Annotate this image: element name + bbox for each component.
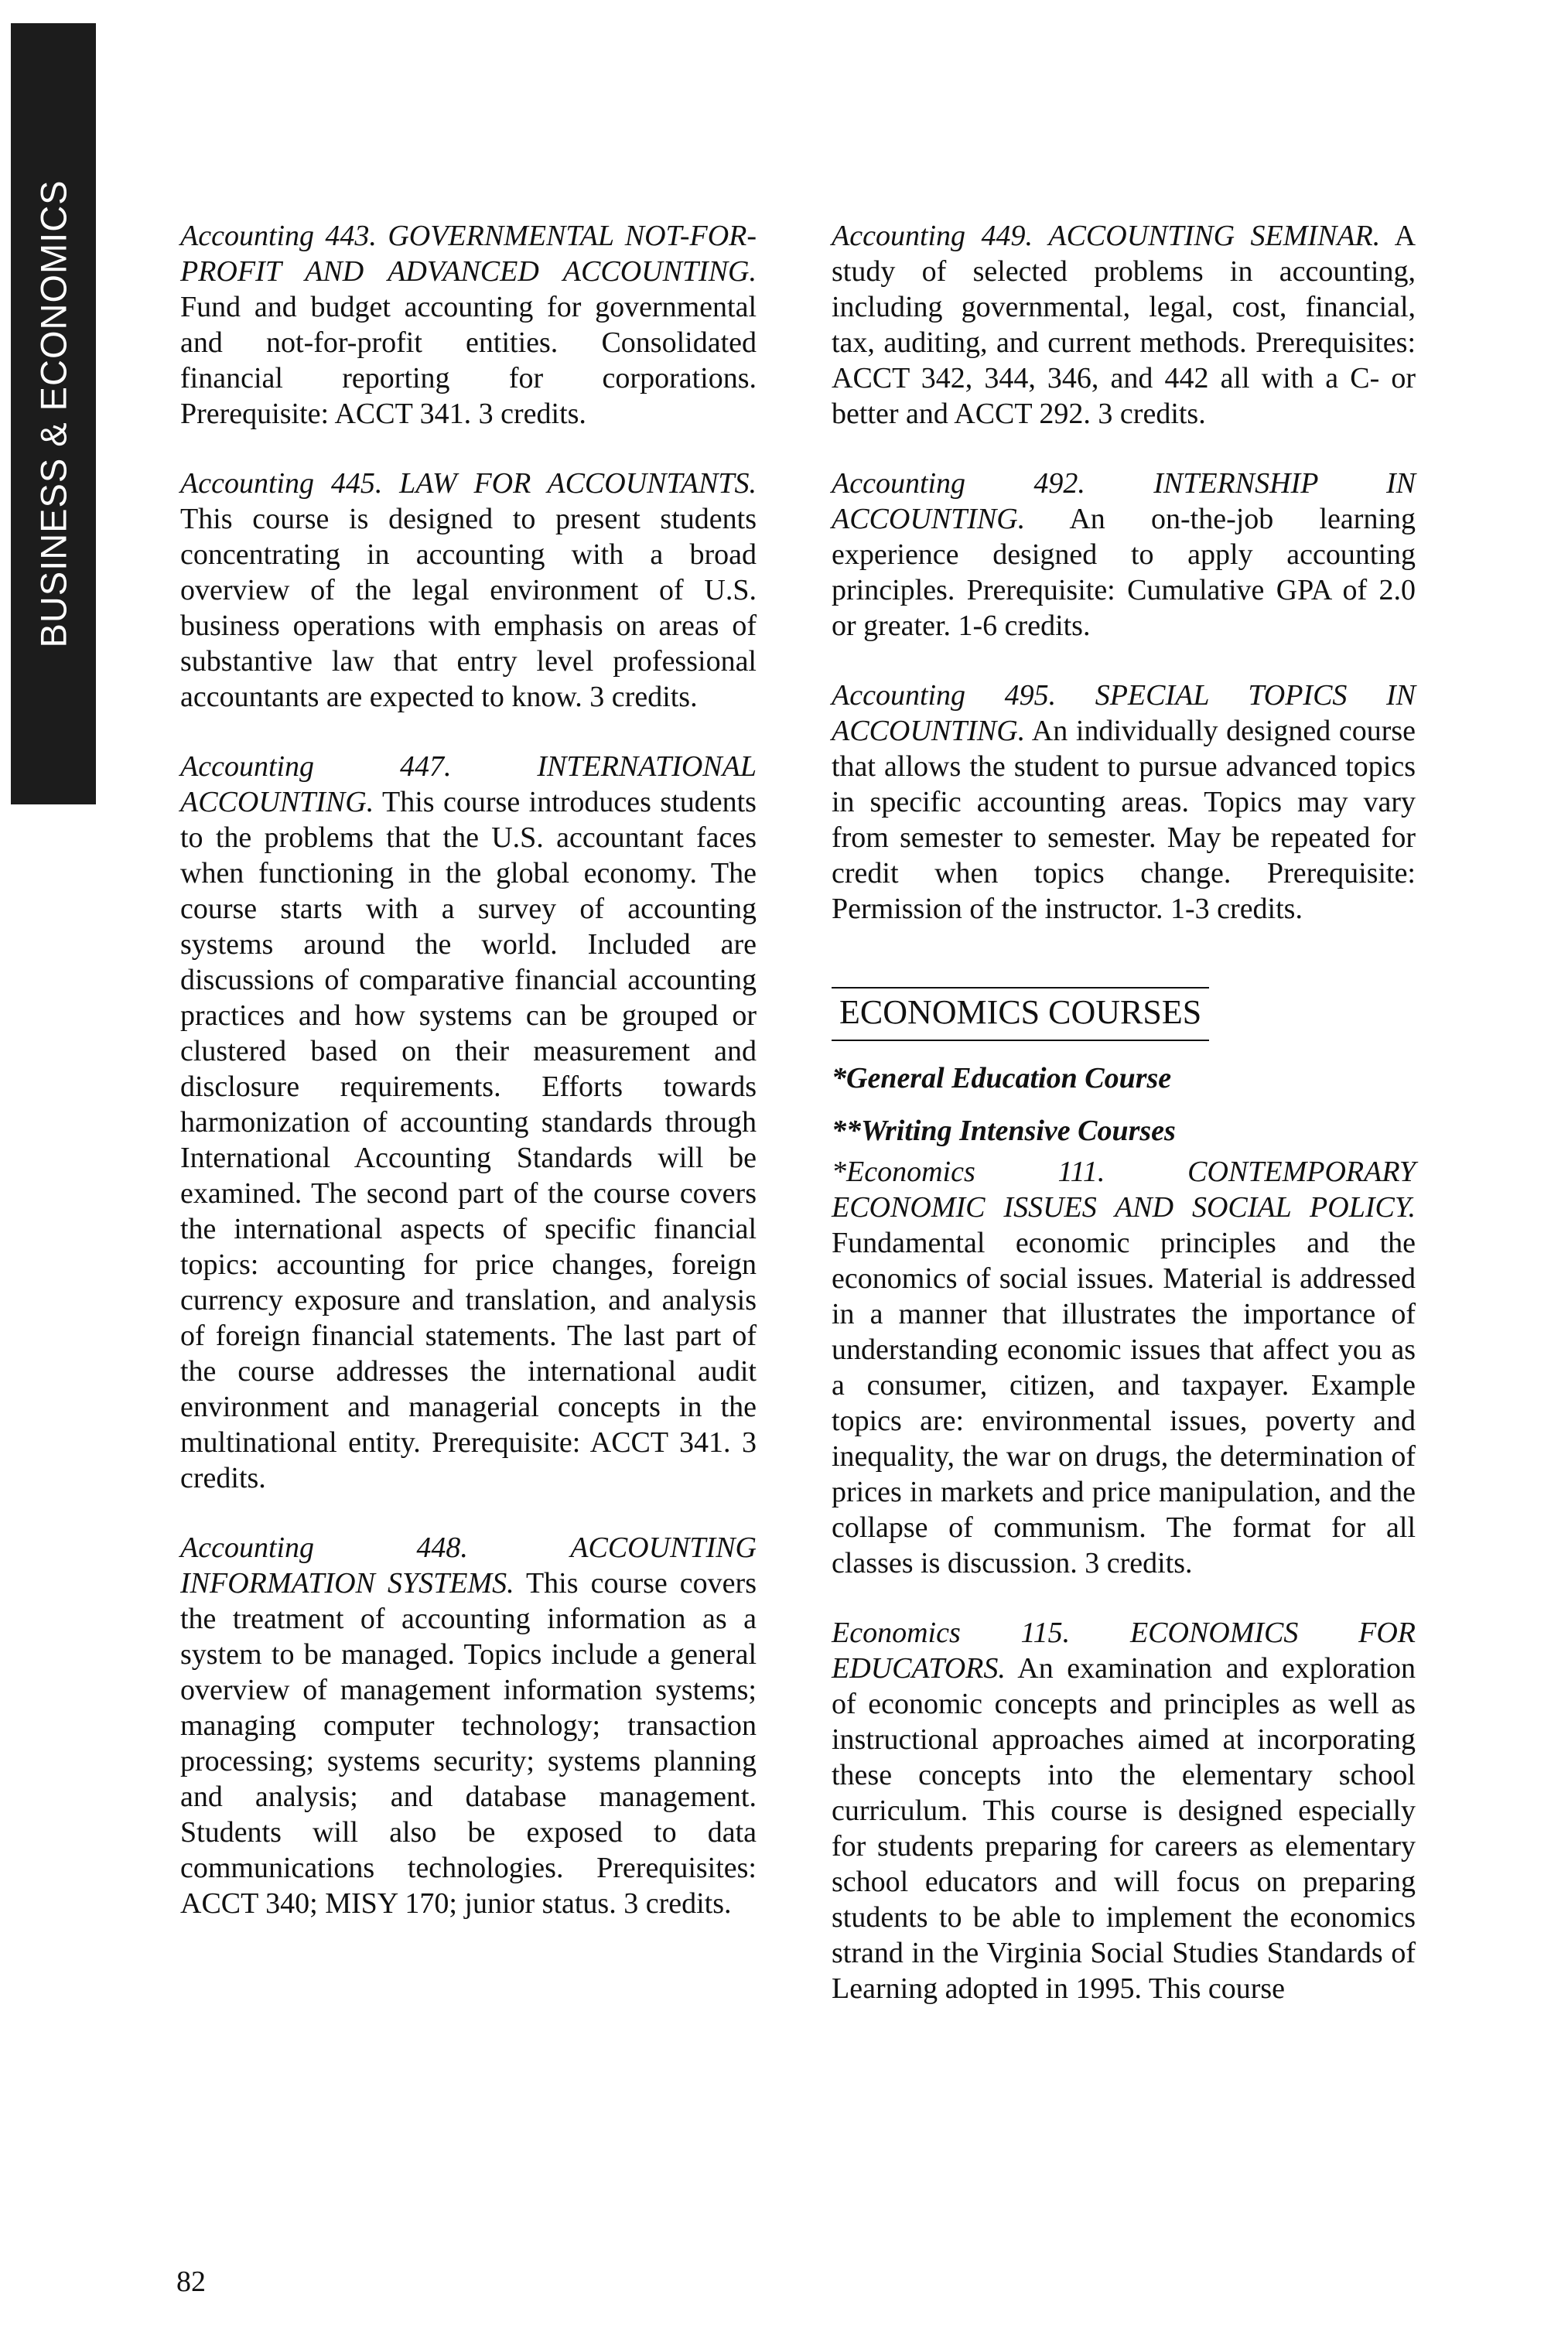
course-number: Accounting 448.: [180, 1531, 468, 1564]
course-description: This course covers the treatment of accounting information as a system to be managed. Topics include a general overview of management information systems; managing computer technology; transaction processing; systems security; systems planning and analysis; and database management. Students will also be exposed to data communications technologies. Prerequisites: ACCT 340; MISY 170; junior status. 3 credits.: [180, 1567, 757, 1920]
section-side-tab-label: BUSINESS & ECONOMICS: [32, 179, 74, 648]
course-description: This course introduces students to the problems that the U.S. accountant faces when functioning in the global economy. The course starts with a survey of accounting systems around the world. Included are discussions of comparative financial accounting practices and how systems can be grouped or clustered based on their measurement and disclosure requirements. Efforts towards harmonization of accounting standards through International Accounting Standards will be examined. The second part of the course covers the international aspects of specific financial topics: accounting for price changes, foreign currency exposure and translation, and analysis of foreign financial statements. The last part of the course addresses the international audit environment and managerial concepts in the multinational entity. Prerequisite: ACCT 341. 3 credits.: [180, 786, 757, 1494]
course-number: *Economics 111.: [832, 1156, 1105, 1188]
course-number: Accounting 492.: [832, 467, 1085, 500]
course-title: INTERNATIONAL ACCOUNTING.: [180, 750, 757, 818]
course-title: LAW FOR ACCOUNTANTS.: [399, 467, 757, 500]
course-title: ACCOUNTING SEMINAR.: [1048, 220, 1381, 252]
course-description: An examination and exploration of economic concepts and principles as well as instructional approaches aimed at incorporating these concepts into the elementary school curriculum. This course is designed especially for students preparing for careers as elementary school educators and will focus on preparing students to be able to implement the economics strand in the Virginia Social Studies Standards of Learning adopted in 1995. This course: [832, 1652, 1416, 2005]
course-title: ECONOMICS FOR EDUCATORS.: [832, 1617, 1416, 1685]
page-number: 82: [176, 2266, 206, 2298]
course-title: GOVERNMENTAL NOT-FOR-PROFIT AND ADVANCED ACCOUNTING.: [180, 220, 757, 288]
course-description: An on-the-job learning experience designed to apply accounting principles. Prerequisite: Cumulative GPA of 2.0 or greater. 1-6 credits.: [832, 503, 1416, 642]
section-side-tab: [11, 23, 96, 804]
course-description: Fund and budget accounting for governmental and not-for-profit entities. Consolidated financial reporting for corporations. Prerequisite: ACCT 341. 3 credits.: [180, 291, 757, 430]
course-description: This course is designed to present students concentrating in accounting with a broad overview of the legal environment of U.S. business operations with emphasis on areas of substantive law that entry level professional accountants are expected to know. 3 credits.: [180, 503, 757, 713]
course-number: Accounting 447.: [180, 750, 452, 783]
course-number: Accounting 449.: [832, 220, 1033, 252]
course-number: Accounting 445.: [180, 467, 383, 500]
writing-intensive-note: **Writing Intensive Courses: [832, 1115, 1176, 1147]
course-title: ACCOUNTING INFORMATION SYSTEMS.: [180, 1531, 757, 1600]
course-number: Accounting 495.: [832, 679, 1057, 712]
section-heading: ECONOMICS COURSES: [832, 987, 1209, 1041]
course-entry: [832, 1154, 1416, 1581]
course-title: INTERNSHIP IN ACCOUNTING.: [832, 467, 1416, 535]
course-title: SPECIAL TOPICS IN ACCOUNTING.: [832, 679, 1416, 747]
course-description: A study of selected problems in accounting, including governmental, legal, cost, financial, tax, auditing, and current methods. Prerequisites: ACCT 342, 344, 346, and 442 all with a C- or better and ACCT 292. 3 credits.: [832, 220, 1416, 430]
right-column: [832, 218, 1416, 2040]
course-entry: [832, 466, 1416, 644]
course-entry: [180, 218, 757, 432]
course-entry: [180, 1530, 757, 1921]
course-entry: [832, 1615, 1416, 2006]
course-entry: [832, 218, 1416, 432]
course-description: An individually designed course that allows the student to pursue advanced topics in specific accounting areas. Topics may vary from semester to semester. May be repeated for credit when topics change. Prerequisite: Permission of the instructor. 1-3 credits.: [832, 715, 1416, 925]
course-description: Fundamental economic principles and the economics of social issues. Material is addressed in a manner that illustrates the importance of understanding economic issues that affect you as a consumer, citizen, and taxpayer. Example topics are: environmental issues, poverty and inequality, the war on drugs, the determination of prices in markets and price manipulation, and the collapse of communism. The format for all classes is discussion. 3 credits.: [832, 1227, 1416, 1579]
course-title: CONTEMPORARY ECONOMIC ISSUES AND SOCIAL POLICY.: [832, 1156, 1416, 1224]
course-number: Economics 115.: [832, 1617, 1071, 1649]
left-column: [180, 218, 757, 1955]
course-entry: [180, 749, 757, 1496]
general-education-note: *General Education Course: [832, 1062, 1172, 1094]
course-entry: [180, 466, 757, 715]
course-entry: [832, 678, 1416, 927]
economics-section: [832, 961, 1416, 2006]
course-number: Accounting 443.: [180, 220, 377, 252]
